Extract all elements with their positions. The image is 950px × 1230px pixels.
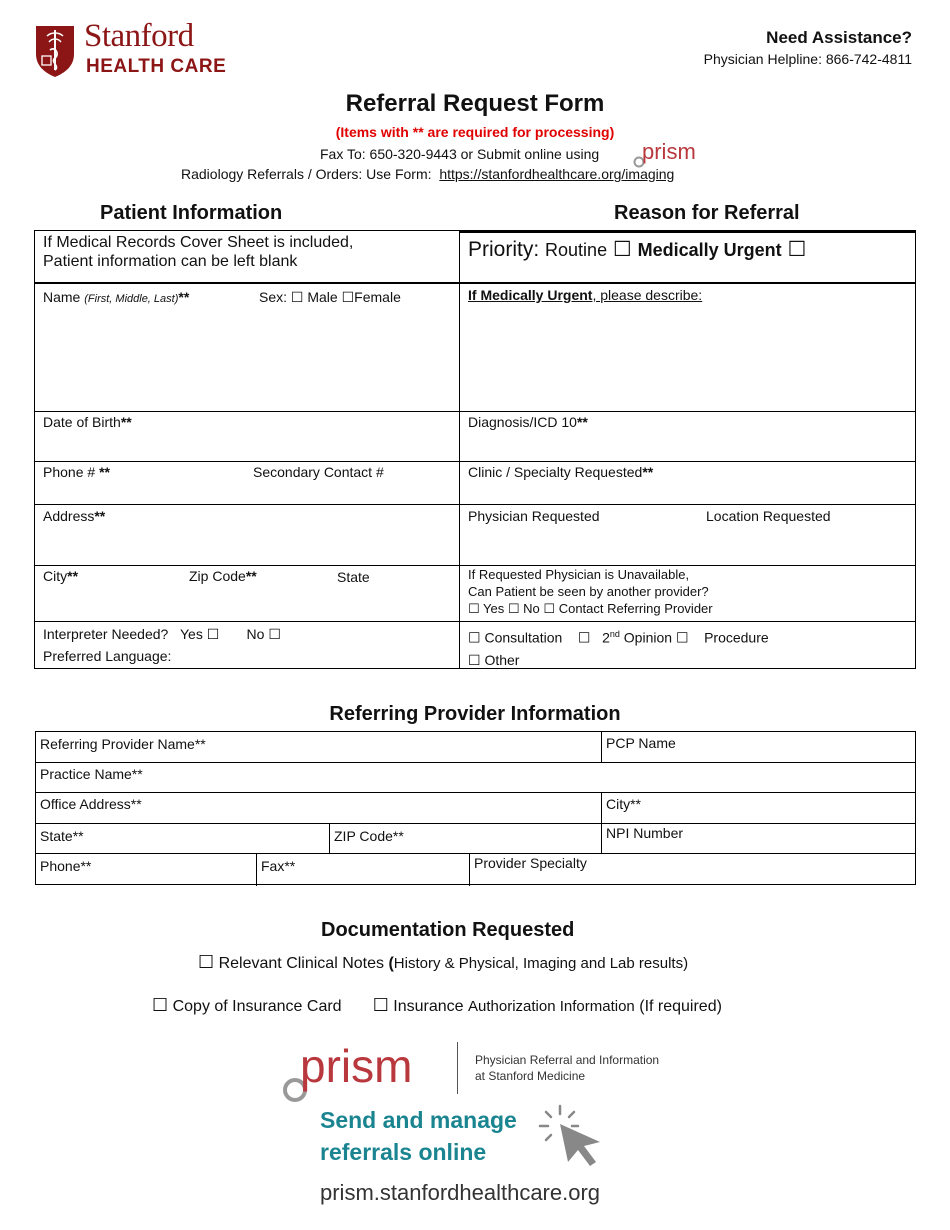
diagnosis-field[interactable]: [468, 414, 588, 430]
authorization-label-1: Insurance: [393, 998, 464, 1015]
priority-row: [468, 237, 806, 262]
practice-name-field[interactable]: Practice Name**: [40, 766, 143, 782]
logo-wordmark: Stanford: [84, 18, 194, 54]
second-opinion-label: Opinion: [623, 629, 673, 646]
required-mark: **: [67, 568, 79, 584]
urgent-describe-rest: , please describe:: [592, 287, 703, 303]
phone-label: Phone #: [43, 464, 96, 480]
logo-divider: [457, 1042, 458, 1094]
office-address-field[interactable]: Office Address**: [40, 796, 142, 812]
alt-yes-checkbox[interactable]: ☐: [468, 602, 480, 617]
urgent-description-field[interactable]: [468, 287, 702, 303]
interpreter-yes-checkbox[interactable]: ☐: [206, 627, 220, 643]
urgent-describe-bold: If Medically Urgent: [468, 287, 593, 303]
clinical-notes-option: [198, 952, 688, 973]
other-checkbox[interactable]: ☐: [468, 652, 481, 669]
interpreter-yes-label: Yes: [179, 626, 203, 642]
required-mark: **: [576, 414, 588, 430]
address-label: Address: [43, 508, 95, 524]
interpreter-label: Interpreter Needed?: [43, 626, 169, 642]
send-line-2: referrals online: [320, 1139, 487, 1165]
prism-tagline-2: at Stanford Medicine: [475, 1069, 586, 1083]
consultation-label: Consultation: [484, 629, 563, 646]
insurance-card-checkbox[interactable]: ☐: [152, 995, 169, 1016]
required-mark: **: [94, 508, 106, 524]
click-cursor-icon: [538, 1102, 610, 1172]
contact-provider-label: Contact Referring Provider: [558, 601, 713, 616]
unavailable-line-2: Can Patient be seen by another provider?: [468, 584, 709, 599]
interpreter-no-checkbox[interactable]: ☐: [268, 627, 281, 643]
secondary-contact-field[interactable]: Secondary Contact #: [253, 464, 384, 480]
assistance-heading: Need Assistance?: [766, 28, 912, 47]
urgent-label: Medically Urgent: [637, 240, 782, 260]
name-label: Name: [43, 289, 81, 305]
npi-number-field[interactable]: NPI Number: [606, 825, 684, 841]
second-opinion-checkbox[interactable]: ☐: [577, 630, 591, 647]
provider-table: [35, 731, 916, 885]
send-online-promo: [320, 1104, 517, 1168]
prism-tagline-1: Physician Referral and Information: [475, 1053, 660, 1067]
provider-info-heading: Referring Provider Information: [329, 703, 621, 725]
sex-label: Sex:: [259, 289, 288, 305]
procedure-checkbox[interactable]: ☐: [675, 630, 689, 647]
cover-line-2: Patient information can be left blank: [43, 253, 298, 270]
routine-checkbox[interactable]: ☐: [612, 237, 632, 261]
provider-name-field[interactable]: Referring Provider Name**: [40, 736, 206, 752]
cover-line-1: If Medical Records Cover Sheet is included,: [43, 234, 354, 251]
urgent-checkbox[interactable]: ☐: [787, 237, 807, 261]
send-line-1: Send and manage: [320, 1107, 517, 1133]
provider-phone-field[interactable]: Phone**: [40, 858, 92, 874]
second-opinion-num: 2: [602, 629, 610, 646]
city-field[interactable]: [43, 568, 78, 584]
authorization-label-3: (If required): [639, 998, 722, 1015]
insurance-card-label: Copy of Insurance Card: [172, 998, 342, 1015]
provider-specialty-field[interactable]: Provider Specialty: [474, 855, 587, 871]
required-mark: **: [120, 414, 132, 430]
state-field[interactable]: State: [337, 569, 370, 585]
prism-small-text: prism: [642, 140, 696, 164]
zip-field[interactable]: [189, 568, 257, 584]
female-checkbox[interactable]: ☐: [341, 290, 355, 306]
notes-detail-paren: (: [388, 955, 394, 972]
fax-instructions: Fax To: 650-320-9443 or Submit online using: [320, 146, 600, 162]
required-mark: **: [99, 464, 110, 480]
required-mark: **: [245, 568, 257, 584]
clinical-notes-detail: History & Physical, Imaging and Lab results): [393, 955, 689, 972]
consultation-checkbox[interactable]: ☐: [468, 630, 481, 647]
patient-referral-table: [34, 230, 916, 669]
unavailable-question: [468, 566, 713, 618]
required-note: (Items with ** are required for processing): [335, 124, 615, 140]
priority-label: Priority:: [468, 238, 540, 261]
pcp-name-field[interactable]: PCP Name: [606, 735, 676, 751]
routine-label: Routine: [545, 240, 608, 260]
diagnosis-label: Diagnosis/ICD 10: [468, 414, 577, 430]
clinical-notes-checkbox[interactable]: ☐: [198, 952, 215, 973]
interpreter-no-label: No: [246, 626, 265, 642]
city-label: City: [43, 568, 68, 584]
prism-url[interactable]: prism.stanfordhealthcare.org: [320, 1180, 601, 1205]
stanford-shield-logo: [34, 24, 76, 78]
provider-zip-field[interactable]: ZIP Code**: [334, 828, 404, 844]
physician-requested-field[interactable]: Physician Requested: [468, 508, 600, 524]
provider-state-field[interactable]: State**: [40, 828, 84, 844]
clinic-specialty-field[interactable]: [468, 464, 653, 480]
other-label: Other: [484, 651, 520, 668]
documentation-heading: Documentation Requested: [321, 919, 575, 941]
page-title: Referral Request Form: [345, 90, 605, 117]
referral-type-options: [468, 624, 769, 672]
patient-info-heading: Patient Information: [100, 202, 283, 224]
cover-sheet-note: [43, 233, 353, 271]
contact-provider-checkbox[interactable]: ☐: [543, 602, 556, 617]
insurance-options: [152, 995, 722, 1016]
clinical-notes-label: Relevant Clinical Notes: [218, 955, 384, 972]
radiology-note: [181, 166, 674, 182]
clinic-label: Clinic / Specialty Requested: [468, 464, 643, 480]
radiology-text: Radiology Referrals / Orders: Use Form:: [181, 166, 432, 182]
dob-label: Date of Birth: [43, 414, 121, 430]
alt-no-checkbox[interactable]: ☐: [507, 602, 520, 617]
second-opinion-sup: nd: [609, 629, 620, 639]
interpreter-field: [43, 624, 281, 667]
male-label: Male: [307, 289, 338, 305]
logo-subtitle: HEALTH CARE: [86, 56, 227, 77]
required-mark: **: [178, 289, 190, 305]
prism-tagline: [475, 1052, 659, 1084]
reason-heading: Reason for Referral: [614, 202, 800, 224]
prism-logo-large: [280, 1038, 440, 1104]
authorization-checkbox[interactable]: ☐: [372, 995, 389, 1016]
dob-field[interactable]: [43, 414, 132, 430]
female-label: Female: [354, 289, 401, 305]
location-requested-field[interactable]: Location Requested: [706, 508, 831, 524]
phone-field[interactable]: [43, 464, 110, 480]
preferred-language-label: Preferred Language:: [43, 648, 172, 664]
provider-city-field[interactable]: City**: [606, 796, 642, 812]
prism-large-text: prism: [300, 1040, 413, 1092]
sex-field: [259, 289, 401, 306]
required-mark: **: [642, 464, 654, 480]
unavailable-line-1: If Requested Physician is Unavailable,: [468, 567, 690, 582]
name-hint: (First, Middle, Last): [84, 293, 179, 305]
alt-yes-label: Yes: [483, 601, 505, 616]
procedure-label: Procedure: [704, 629, 769, 646]
name-field[interactable]: [43, 289, 189, 305]
zip-label: Zip Code: [189, 568, 246, 584]
helpline-text: Physician Helpline: 866-742-4811: [703, 51, 912, 67]
alt-no-label: No: [523, 601, 540, 616]
address-field[interactable]: [43, 508, 105, 524]
imaging-link[interactable]: https://stanfordhealthcare.org/imaging: [439, 166, 675, 182]
male-checkbox[interactable]: ☐: [290, 290, 304, 306]
authorization-label-2: Authorization Information: [468, 998, 635, 1015]
provider-fax-field[interactable]: Fax**: [261, 858, 296, 874]
